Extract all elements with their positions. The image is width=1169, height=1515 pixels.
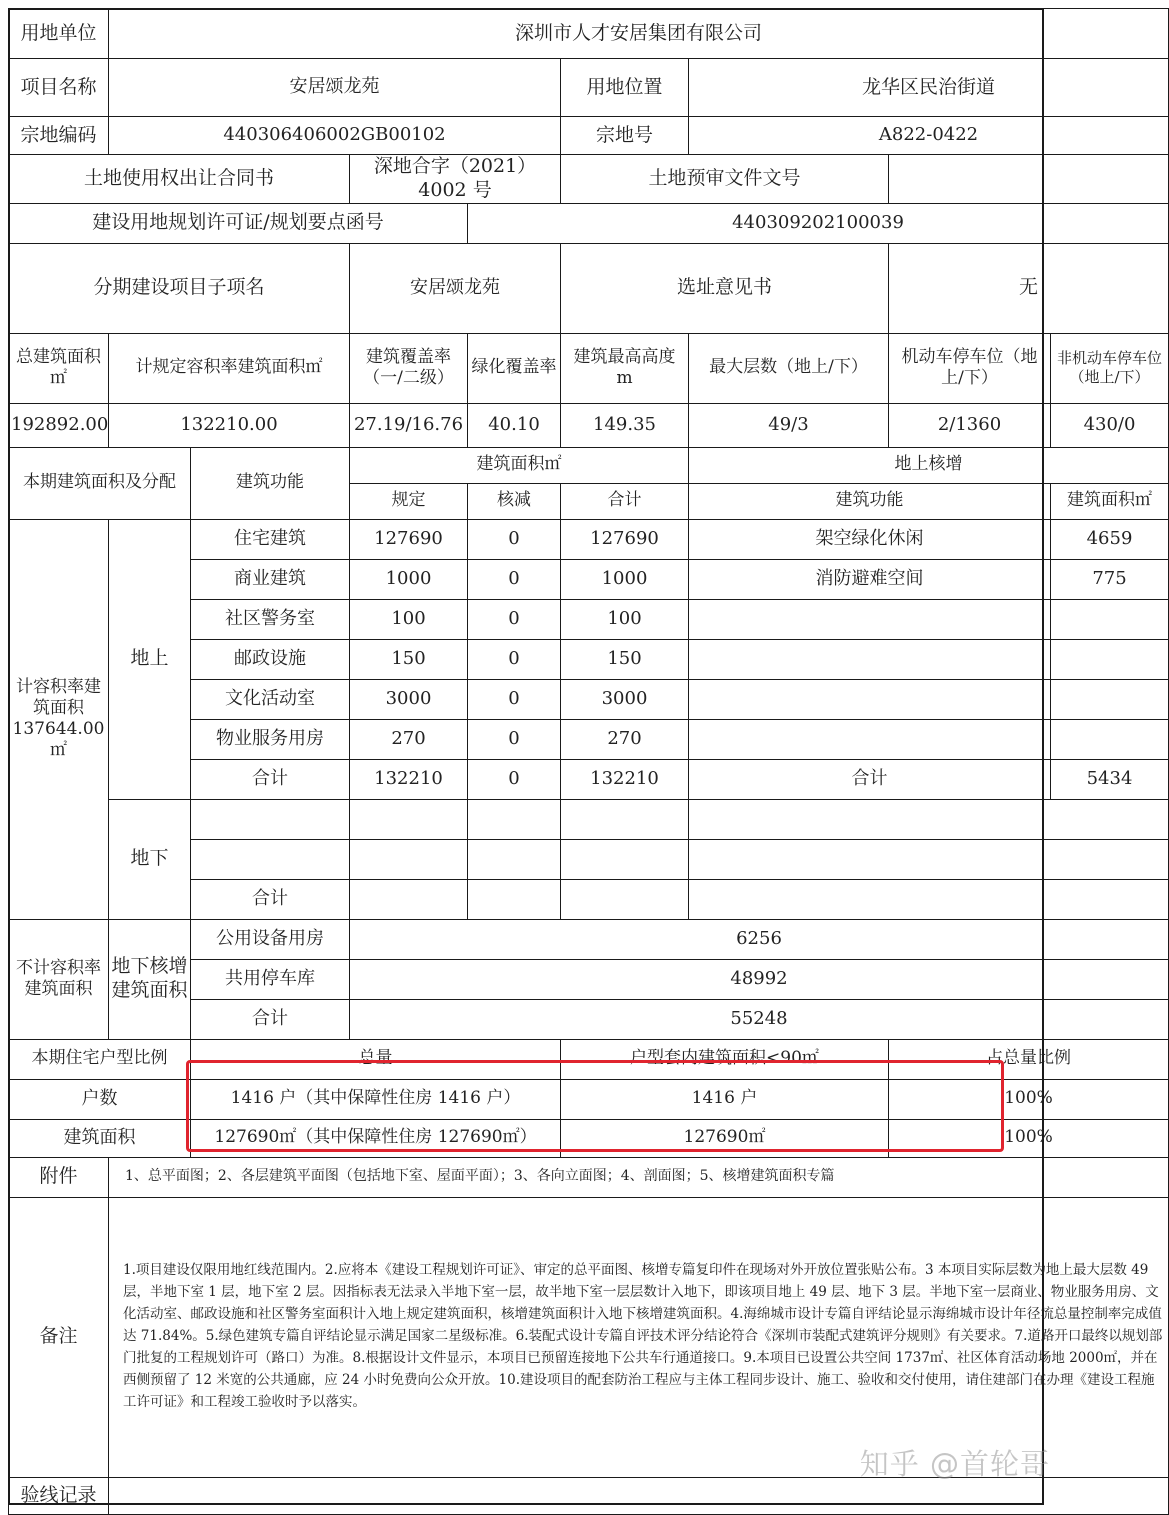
ratio-small-cell: 1416 户: [561, 1079, 889, 1119]
nonfar-value: 55248: [350, 999, 1169, 1039]
row-land-user: [9, 9, 1169, 59]
summary-value: 192892.00: [9, 403, 109, 447]
total-header: 合计: [561, 483, 689, 519]
func-cell: 公用设备用房: [191, 919, 350, 959]
summary-header: 计规定容积率建筑面积㎡: [109, 333, 350, 403]
std-cell: 132210: [350, 759, 468, 799]
func-cell: 物业服务用房: [191, 719, 350, 759]
extra-area-cell: [1051, 719, 1169, 759]
extra-area-cell: [1051, 639, 1169, 679]
ratio-row-units: [9, 1079, 1169, 1119]
row-planning-permit: [9, 203, 1169, 243]
total-cell: [561, 839, 689, 879]
total-cell: 100: [561, 599, 689, 639]
std-cell: 150: [350, 639, 468, 679]
above-extra-header: 地上核增: [689, 447, 1169, 483]
summary-header: 机动车停车位（地上/下）: [889, 333, 1051, 403]
std-cell: 270: [350, 719, 468, 759]
ratio-row-label: 建筑面积: [9, 1119, 191, 1157]
ratio-pct-header: 占总量比例: [889, 1039, 1169, 1079]
ratio-row-label: 户数: [9, 1079, 191, 1119]
project-name-label: 项目名称: [9, 59, 109, 117]
reduction-cell: [468, 879, 561, 919]
summary-value: 27.19/16.76: [350, 403, 468, 447]
total-cell: 127690: [561, 519, 689, 559]
ratio-pct-cell: 100%: [889, 1079, 1169, 1119]
extra-func-cell: 合计: [689, 759, 1051, 799]
func-cell: 共用停车库: [191, 959, 350, 999]
ratio-row-area: [9, 1119, 1169, 1157]
site-opinion-label: 选址意见书: [561, 243, 889, 333]
summary-header: 绿化覆盖率: [468, 333, 561, 403]
extra-func-cell: [689, 719, 1051, 759]
summary-header: 建筑覆盖率（一/二级）: [350, 333, 468, 403]
total-cell: [561, 799, 689, 839]
std-cell: 1000: [350, 559, 468, 599]
parcel-number-value: A822-0422: [689, 117, 1169, 155]
extra-area-cell: 5434: [1051, 759, 1169, 799]
inspection-label: 验线记录: [9, 1477, 109, 1514]
func-cell: 邮政设施: [191, 639, 350, 679]
above-row: [9, 519, 1169, 559]
land-pre-review-label: 土地预审文件文号: [561, 155, 889, 204]
row-land-contract: [9, 155, 1169, 204]
total-cell: 3000: [561, 679, 689, 719]
summary-value: 2/1360: [889, 403, 1051, 447]
far-area-label: 计容积率建筑面积 137644.00㎡: [9, 519, 109, 919]
row-parcel-code: [9, 117, 1169, 155]
summary-header-row: [9, 333, 1169, 403]
ratio-total-cell: 127690㎡（其中保障性住房 127690㎡）: [191, 1119, 561, 1157]
nonfar-value: 6256: [350, 919, 1169, 959]
extra-cell: [689, 839, 1169, 879]
alloc-header-row: [9, 447, 1169, 483]
std-cell: [350, 839, 468, 879]
summary-header: 最大层数（地上/下）: [689, 333, 889, 403]
reduction-cell: 0: [468, 759, 561, 799]
std-cell: [350, 799, 468, 839]
extra-area-cell: 775: [1051, 559, 1169, 599]
nonfar-row: [9, 919, 1169, 959]
nonfar-value: 48992: [350, 959, 1169, 999]
reduction-cell: [468, 799, 561, 839]
ratio-header-row: [9, 1039, 1169, 1079]
area-header: 建筑面积㎡: [350, 447, 689, 483]
ratio-total-cell: 1416 户（其中保障性住房 1416 户）: [191, 1079, 561, 1119]
underground-extra-label: 地下核增建筑面积: [109, 919, 191, 1039]
ratio-pct-cell: 100%: [889, 1119, 1169, 1157]
land-contract-label: 土地使用权出让合同书: [9, 155, 350, 204]
total-cell: 150: [561, 639, 689, 679]
planning-permit-table: [8, 8, 1169, 1515]
std-header: 规定: [350, 483, 468, 519]
total-cell: 132210: [561, 759, 689, 799]
extra-func-cell: 消防避难空间: [689, 559, 1051, 599]
func-cell: 社区警务室: [191, 599, 350, 639]
total-cell: 1000: [561, 559, 689, 599]
planning-permit-label: 建设用地规划许可证/规划要点函号: [9, 203, 468, 243]
reduction-header: 核减: [468, 483, 561, 519]
extra-func-cell: [689, 599, 1051, 639]
summary-value: 40.10: [468, 403, 561, 447]
extra-func-cell: 架空绿化休闲: [689, 519, 1051, 559]
parcel-number-label: 宗地号: [561, 117, 689, 155]
reduction-cell: 0: [468, 679, 561, 719]
func-cell: 合计: [191, 999, 350, 1039]
extra-func-cell: [689, 639, 1051, 679]
land-pre-review-value: [889, 155, 1169, 204]
project-name-value: 安居颂龙苑: [109, 59, 561, 117]
alloc-section-label: 本期建筑面积及分配: [9, 447, 191, 519]
reduction-cell: 0: [468, 639, 561, 679]
extra-area-cell: [1051, 679, 1169, 719]
planning-permit-value: 440309202100039: [468, 203, 1169, 243]
reduction-cell: 0: [468, 519, 561, 559]
phase-subitem-label: 分期建设项目子项名: [9, 243, 350, 333]
land-contract-value: 深地合字（2021）4002 号: [350, 155, 561, 204]
extra-area-header: 建筑面积㎡: [1051, 483, 1169, 519]
attachments-text: 1、总平面图；2、各层建筑平面图（包括地下室、屋面平面）；3、各向立面图；4、剖面图；5、核增建筑面积专篇: [109, 1157, 1169, 1197]
ratio-total-header: 总量: [191, 1039, 561, 1079]
remarks-label: 备注: [9, 1197, 109, 1477]
reduction-cell: 0: [468, 599, 561, 639]
extra-cell: [689, 799, 1169, 839]
below-ground-label: 地下: [109, 799, 191, 919]
ratio-label: 本期住宅户型比例: [9, 1039, 191, 1079]
func-cell: 文化活动室: [191, 679, 350, 719]
reduction-cell: [468, 839, 561, 879]
extra-cell: [689, 879, 1169, 919]
std-cell: 127690: [350, 519, 468, 559]
reduction-cell: 0: [468, 559, 561, 599]
land-location-value: 龙华区民治街道: [689, 59, 1169, 117]
func-cell: [191, 799, 350, 839]
summary-value: 430/0: [1051, 403, 1169, 447]
extra-func-header: 建筑功能: [689, 483, 1051, 519]
extra-func-cell: [689, 679, 1051, 719]
summary-value: 132210.00: [109, 403, 350, 447]
remarks-row: [9, 1197, 1169, 1477]
ratio-small-cell: 127690㎡: [561, 1119, 889, 1157]
std-cell: 3000: [350, 679, 468, 719]
ratio-small-header: 户型套内建筑面积<90㎡: [561, 1039, 889, 1079]
site-opinion-value: 无: [889, 243, 1169, 333]
below-row: [9, 799, 1169, 839]
attachments-row: [9, 1157, 1169, 1197]
std-cell: [350, 879, 468, 919]
parcel-code-label: 宗地编码: [9, 117, 109, 155]
land-location-label: 用地位置: [561, 59, 689, 117]
land-user-value: 深圳市人才安居集团有限公司: [109, 9, 1169, 59]
summary-value: 49/3: [689, 403, 889, 447]
summary-header: 建筑最高高度 m: [561, 333, 689, 403]
summary-values-row: [9, 403, 1169, 447]
func-cell: 合计: [191, 879, 350, 919]
extra-area-cell: 4659: [1051, 519, 1169, 559]
func-cell: 住宅建筑: [191, 519, 350, 559]
land-user-label: 用地单位: [9, 9, 109, 59]
reduction-cell: 0: [468, 719, 561, 759]
watermark: 知乎 @首轮哥: [859, 1447, 1050, 1481]
remarks-text: 1.项目建设仅限用地红线范围内。2.应将本《建设工程规划许可证》、审定的总平面图、核增专篇复印件在现场对外开放位置张贴公布。3 本项目实际层数为地上最大层数 49 层，半地下室 1 层，地下室 2 层。因指标表无法录入半地下室一层，故半地下室一层层数计入地下，即该项目地上 49 层、地下 3 层。半地下室一层商业、物业服务用房、文化活动室、邮政设施和社区警务室面积计入地上规定建筑面积，核增建筑面积计入地下核增建筑面积。4.海绵城市设计专篇自评结论显示海绵城市设计年径流总量控制率完成值达 71.84%。5.绿色建筑专篇自评结论显示满足国家二星级标准。6.装配式设计专篇自评技术评分结论符合《深圳市装配式建筑评分规则》有关要求。7.道路开口最终以规划部门批复的工程规划许可（路口）为准。8.根据设计文件显示，本项目已预留连接地下公共车行通道接口。9.本项目已设置公共空间 1737㎡、社区体育活动场地 2000㎡，并在西侧预留了 12 米宽的公共通廊，应 24 小时免费向公众开放。10.建设项目的配套防治工程应与主体工程同步设计、施工、验收和交付使用，请住建部门在办理《建设工程施工许可证》和工程竣工验收时予以落实。: [109, 1197, 1169, 1477]
above-ground-label: 地上: [109, 519, 191, 799]
parcel-code-value: 440306406002GB00102: [109, 117, 561, 155]
total-cell: 270: [561, 719, 689, 759]
func-cell: [191, 839, 350, 879]
attachments-label: 附件: [9, 1157, 109, 1197]
summary-header: 总建筑面积㎡: [9, 333, 109, 403]
func-cell: 商业建筑: [191, 559, 350, 599]
func-cell: 合计: [191, 759, 350, 799]
func-header: 建筑功能: [191, 447, 350, 519]
nonfar-label: 不计容积率建筑面积: [9, 919, 109, 1039]
summary-header: 非机动车停车位（地上/下）: [1051, 333, 1169, 403]
summary-value: 149.35: [561, 403, 689, 447]
row-project-name: [9, 59, 1169, 117]
extra-area-cell: [1051, 599, 1169, 639]
total-cell: [561, 879, 689, 919]
phase-subitem-value: 安居颂龙苑: [350, 243, 561, 333]
row-phase-subitem: [9, 243, 1169, 333]
std-cell: 100: [350, 599, 468, 639]
